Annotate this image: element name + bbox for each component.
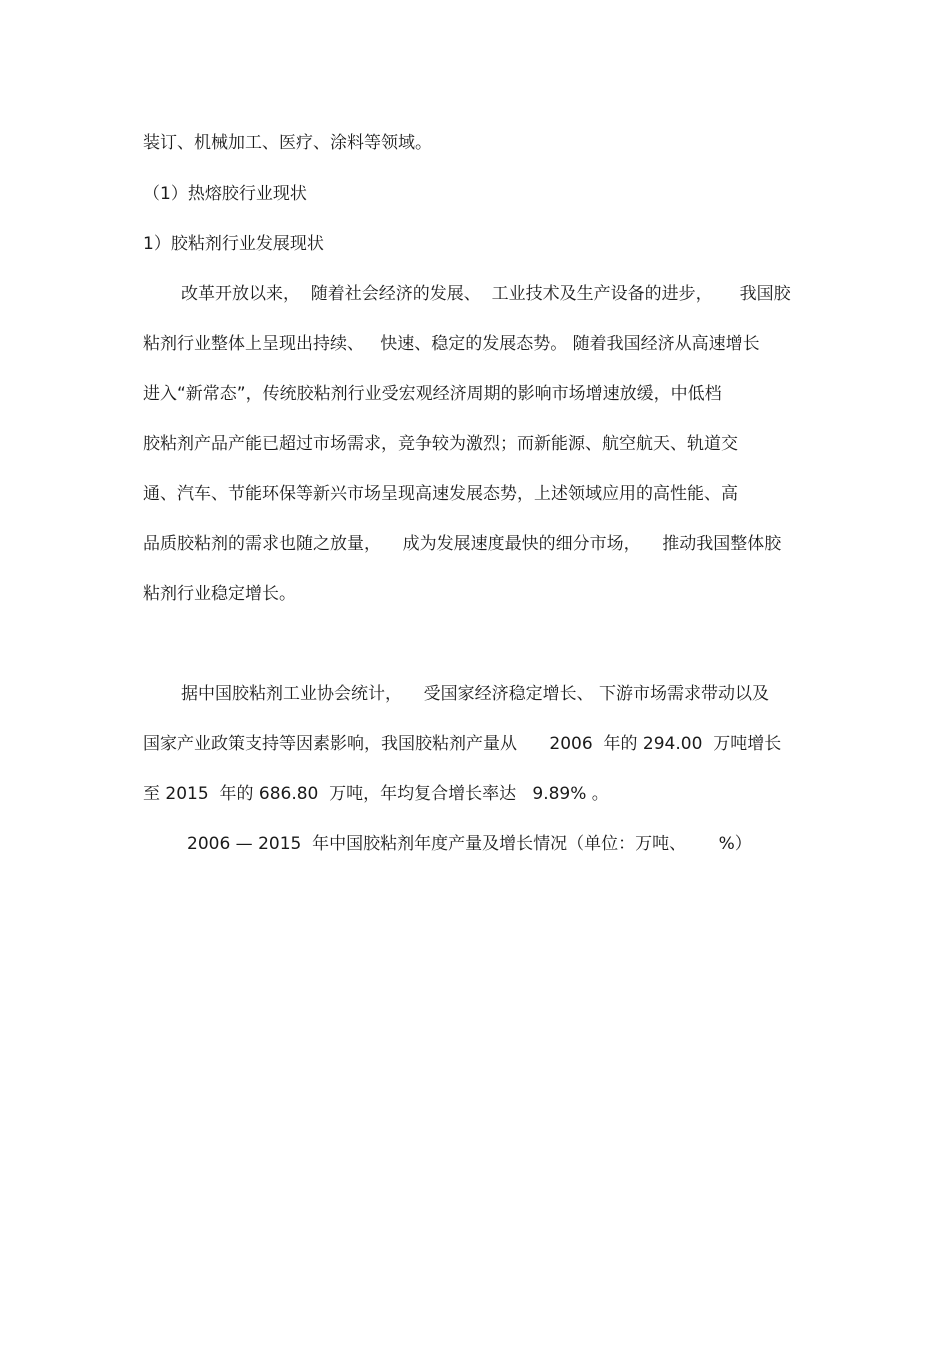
paragraph-line: 据中国胶粘剂工业协会统计， 受国家经济稳定增长、 下游市场需求带动以及	[181, 684, 770, 704]
paragraph-line: 胶粘剂产品产能已超过市场需求，竞争较为激烈；而新能源、航空航天、轨道交	[143, 434, 738, 454]
table-caption: 2006 — 2015 年中国胶粘剂年度产量及增长情况（单位：万吨、 %）	[187, 834, 752, 854]
paragraph-line: 装订、机械加工、医疗、涂料等领域。	[143, 133, 432, 153]
paragraph-line: 粘剂行业稳定增长。	[143, 584, 296, 604]
paragraph-line: 品质胶粘剂的需求也随之放量， 成为发展速度最快的细分市场， 推动我国整体胶	[143, 534, 782, 554]
paragraph-line: 通、汽车、节能环保等新兴市场呈现高速发展态势，上述领域应用的高性能、高	[143, 484, 738, 504]
subsection-heading: 1）胶粘剂行业发展现状	[143, 234, 324, 254]
paragraph-line: 进入“新常态”，传统胶粘剂行业受宏观经济周期的影响市场增速放缓，中低档	[143, 384, 722, 404]
paragraph-line: 改革开放以来， 随着社会经济的发展、 工业技术及生产设备的进步， 我国胶	[181, 284, 791, 304]
paragraph-line: 国家产业政策支持等因素影响，我国胶粘剂产量从 2006 年的 294.00 万吨增长	[143, 734, 782, 754]
paragraph-line: 至 2015 年的 686.80 万吨，年均复合增长率达 9.89% 。	[143, 784, 609, 804]
paragraph-line: 粘剂行业整体上呈现出持续、 快速、稳定的发展态势。 随着我国经济从高速增长	[143, 334, 760, 354]
section-heading: （1）热熔胶行业现状	[143, 184, 307, 204]
